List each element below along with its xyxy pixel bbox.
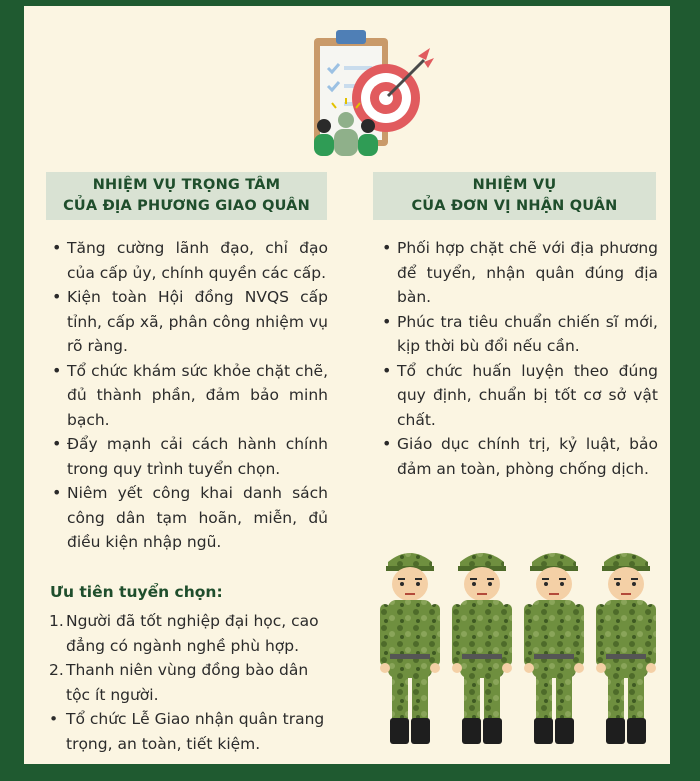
list-text: Người đã tốt nghiệp đại học, cao đẳng có ngành nghề phù hợp. <box>66 612 319 655</box>
list-item: • Niêm yết công khai danh sách công dân tạm hoãn, miễn, đủ điều kiện nhập ngũ. <box>46 481 328 555</box>
list-marker: • <box>49 710 59 728</box>
list-item <box>46 609 328 658</box>
infographic-card <box>24 6 670 764</box>
priority-title: Ưu tiên tuyển chọn: <box>50 583 223 601</box>
list-item: • Kiện toàn Hội đồng NVQS cấp tỉnh, cấp xã, phân công nhiệm vụ rõ ràng. <box>46 285 328 359</box>
list-item <box>46 707 328 756</box>
list-item: • Phúc tra tiêu chuẩn chiến sĩ mới, kịp thời bù đổi nếu cần. <box>376 310 658 359</box>
soldiers-illustration <box>376 536 666 756</box>
clipboard-target-team-icon <box>286 26 436 166</box>
right-task-list <box>376 236 658 481</box>
list-marker: 1. <box>49 612 64 630</box>
list-marker: 2. <box>49 661 64 679</box>
right-column-header <box>373 172 656 220</box>
list-item: • Đẩy mạnh cải cách hành chính trong quy trình tuyển chọn. <box>46 432 328 481</box>
right-header-line2: CỦA ĐƠN VỊ NHẬN QUÂN <box>411 198 618 214</box>
priority-list <box>46 609 328 756</box>
left-header-line2: CỦA ĐỊA PHƯƠNG GIAO QUÂN <box>63 198 310 214</box>
list-text: Tổ chức Lễ Giao nhận quân trang trọng, an toàn, tiết kiệm. <box>66 710 325 753</box>
list-item: • Tăng cường lãnh đạo, chỉ đạo của cấp ủy, chính quyền các cấp. <box>46 236 328 285</box>
list-item <box>46 658 328 707</box>
list-item: • Tổ chức khám sức khỏe chặt chẽ, đủ thành phần, đảm bảo minh bạch. <box>46 359 328 433</box>
left-task-list <box>46 236 328 555</box>
list-text: Thanh niên vùng đồng bào dân tộc ít người. <box>66 661 309 704</box>
list-item: • Tổ chức huấn luyện theo đúng quy định, chuẩn bị tốt cơ sở vật chất. <box>376 359 658 433</box>
left-column-header <box>46 172 327 220</box>
list-item: • Phối hợp chặt chẽ với địa phương để tuyển, nhận quân đúng địa bàn. <box>376 236 658 310</box>
right-header-line1: NHIỆM VỤ <box>472 177 557 193</box>
list-item: • Giáo dục chính trị, kỷ luật, bảo đảm an toàn, phòng chống dịch. <box>376 432 658 481</box>
left-header-line1: NHIỆM VỤ TRỌNG TÂM <box>92 177 281 193</box>
